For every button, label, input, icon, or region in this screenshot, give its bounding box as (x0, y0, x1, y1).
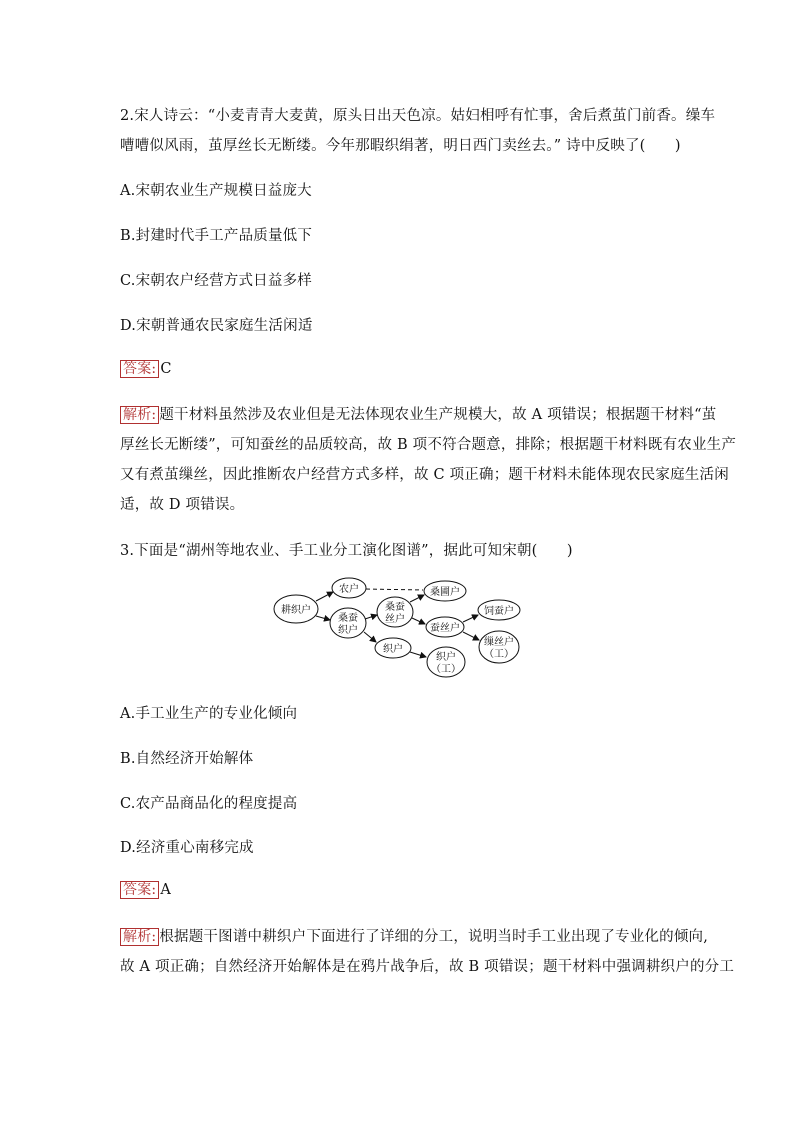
label-zhihu: 织户 (383, 644, 403, 655)
label-sican: 饲蚕户 (484, 606, 514, 617)
edge-cansi-saosi (463, 632, 479, 640)
label-saosi-1: 缫丝户 (484, 637, 514, 648)
label-sangyuan: 桑圃户 (430, 587, 460, 598)
label-zhihu-gong-1: 织户 (436, 652, 456, 663)
label-zhihu-gong-2: （工） (431, 664, 461, 675)
label-nong: 农户 (339, 584, 359, 595)
edge-gengzhi-nong (316, 592, 333, 601)
q3-analysis-line1 (120, 925, 708, 946)
q3-analysis-line2: 故 A 项正确；自然经济开始解体是在鸦片战争后，故 B 项错误；题干材料中强调耕织户的分工 (120, 959, 735, 975)
q2-analysis-line3: 又有煮茧缫丝，因此推断农户经营方式多样，故 C 项正确；题干材料未能体现农民家庭生活闲 (120, 467, 729, 483)
q2-option-b: B.封建时代手工产品质量低下 (120, 228, 313, 244)
label-saosi-2: （工） (484, 649, 514, 660)
q2-option-d: D.宋朝普通农民家庭生活闲适 (120, 318, 313, 334)
q2-answer-value: C (160, 361, 172, 377)
edge-cansi-sican (463, 615, 478, 622)
division-of-labor-diagram (270, 574, 540, 684)
label-sangcan-zhihu-1: 桑蚕 (338, 613, 358, 624)
q3-option-a: A.手工业生产的专业化倾向 (120, 706, 298, 722)
q3-analysis-text-1: 根据题干图谱中耕织户下面进行了详细的分工，说明当时手工业出现了专业化的倾向, (159, 929, 709, 945)
label-sangcan-sihu-2: 丝户 (385, 614, 405, 625)
q3-answer (120, 879, 171, 899)
q3-answer-label: 答案: (120, 881, 159, 899)
q3-option-d: D.经济重心南移完成 (120, 840, 254, 856)
q2-option-a: A.宋朝农业生产规模日益庞大 (120, 183, 312, 199)
q2-option-c: C.宋朝农户经营方式日益多样 (120, 273, 312, 289)
q2-stem-line1: 2.宋人诗云：“小麦青青大麦黄，原头日出天色凉。姑妇相呼有忙事，舍后煮茧门前香。缲车 (120, 108, 716, 124)
label-cansi: 蚕丝户 (430, 623, 460, 634)
q2-answer-label: 答案: (120, 360, 159, 378)
label-gengzhi: 耕织户 (281, 605, 311, 616)
q3-option-b: B.自然经济开始解体 (120, 751, 254, 767)
q2-analysis-line4: 适，故 D 项错误。 (120, 497, 245, 513)
q3-option-c: C.农产品商品化的程度提高 (120, 796, 298, 812)
edge-zhihu-zhihugong (410, 652, 426, 657)
edge-sangcansi-sangyuan (410, 595, 424, 602)
label-sangcan-zhihu-2: 织户 (338, 625, 358, 636)
q2-analysis-label: 解析: (120, 406, 159, 424)
q2-stem-line2: 嘈嘈似风雨，茧厚丝长无断缕。今年那暇织绢著，明日西门卖丝去。” 诗中反映了( ) (120, 138, 681, 154)
q2-analysis-line1 (120, 403, 716, 424)
q3-analysis-label: 解析: (120, 928, 159, 946)
edge-gengzhi-sangcanzhi (316, 616, 330, 620)
q3-stem: 3.下面是“湖州等地农业、手工业分工演化图谱”，据此可知宋朝( ) (120, 543, 573, 559)
label-sangcan-sihu-1: 桑蚕 (385, 602, 405, 613)
q2-answer (120, 358, 172, 378)
q2-analysis-line2: 厚丝长无断缕”，可知蚕丝的品质较高，故 B 项不符合题意，排除；根据题干材料既有农业生产 (120, 437, 737, 453)
edge-sangcanzhi-sangcansi (365, 615, 377, 619)
edge-nong-sangyuan (366, 589, 423, 590)
edge-sangcanzhi-zhihu (364, 632, 376, 642)
q3-answer-value: A (160, 882, 171, 898)
edge-sangcansi-cansi (412, 618, 425, 624)
q2-analysis-text-1: 题干材料虽然涉及农业但是无法体现农业生产规模大，故 A 项错误；根据题干材料“茧 (159, 407, 717, 423)
